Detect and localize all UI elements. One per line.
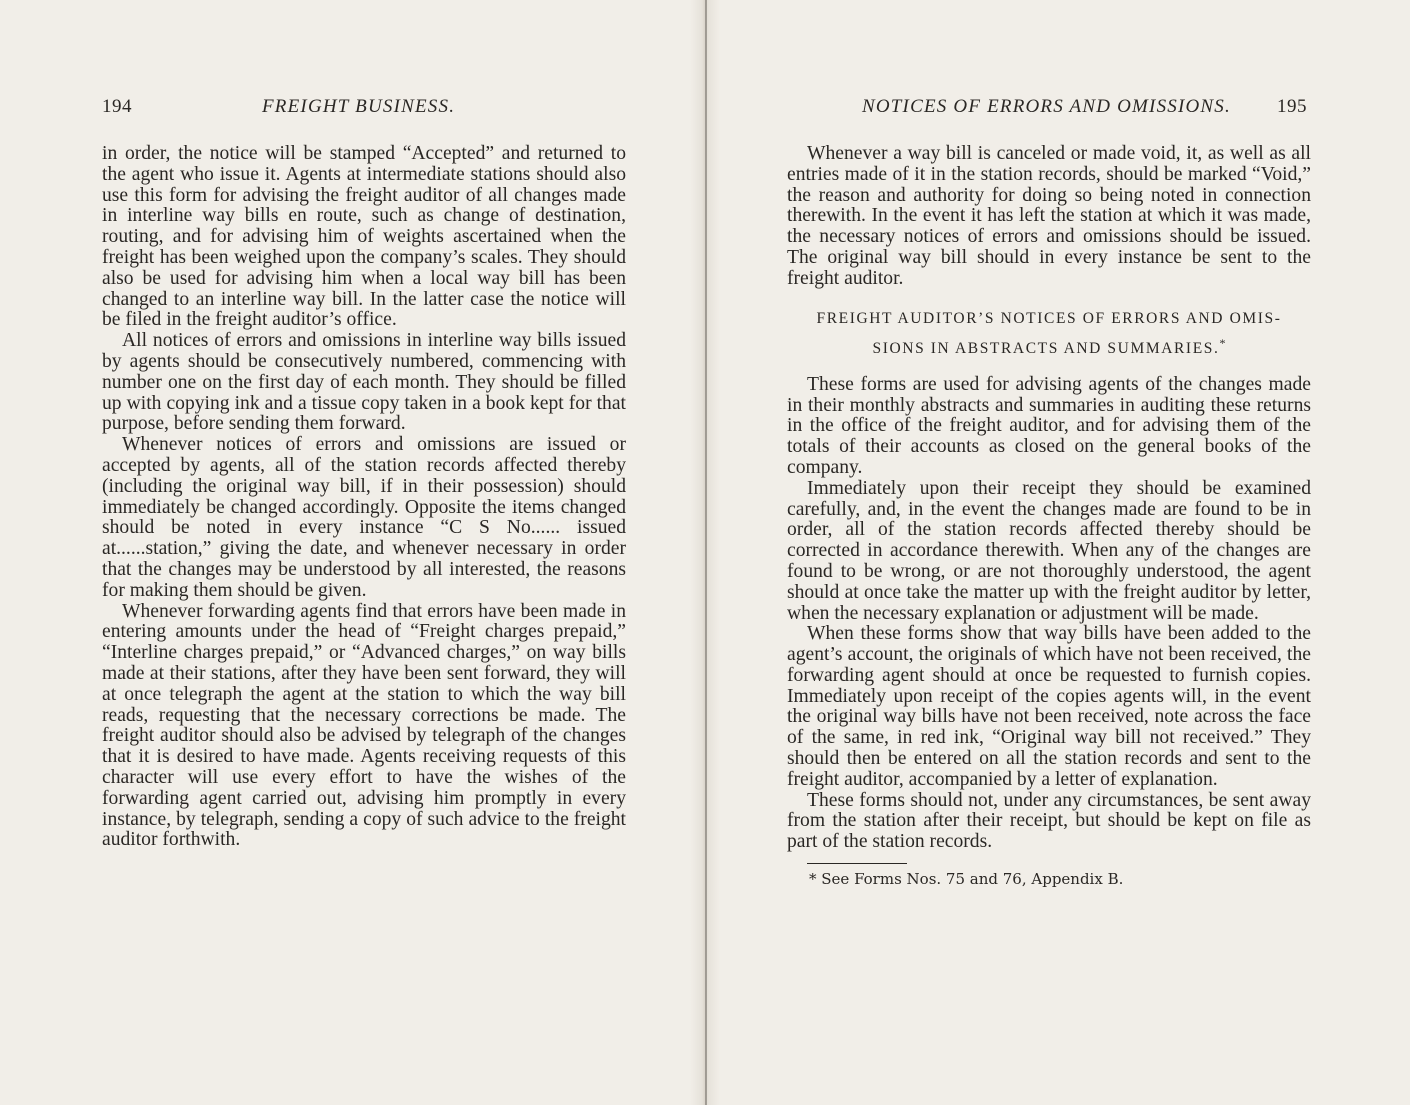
right-paragraph-3: When these forms show that way bills have been added to the agent’s account, the originals of which have not been received, the forwarding agent should at once be requested to furnish copies. Immediately upon receipt of the copies agents will, in the event the original way bills have not been received, note across the face of the same, in red ink, “Original way bill not received.” They should then be entered on all the station records and sent to the freight auditor, accompanied by a letter of explanation.: [787, 623, 1311, 790]
left-paragraph-3: Whenever notices of errors and omissions are issued or accepted by agents, all of the station records affected thereby (including the original way bill, if in their possession) should immediately be changed accordingly. Opposite the items changed should be noted in every instance “C S No...... issued at......station,” giving the date, and whenever necessary in order that the changes may be understood by all interested, the reasons for making them should be given.: [102, 434, 626, 601]
right-paragraph-1: These forms are used for advising agents of the changes made in their monthly abstracts and summaries in auditing these returns in the office of the freight auditor, and for advising them of the totals of their accounts as closed on the general books of the company.: [787, 373, 1311, 478]
section-heading-line-2-text: SIONS IN ABSTRACTS AND SUMMARIES.: [872, 339, 1220, 357]
right-paragraph-2: Immediately upon their receipt they should be examined carefully, and, in the event the changes made are found to be in order, all of the station records affected thereby should be corrected in accordance therewith. When any of the changes are found to be wrong, or are not thoroughly understood, the agent should at once take the matter up with the freight auditor by letter, when the necessary explanation or adjustment will be made.: [787, 477, 1311, 624]
footnote: * See Forms Nos. 75 and 76, Appendix B.: [809, 870, 1124, 889]
section-heading: [787, 306, 1311, 361]
left-page-title: FREIGHT BUSINESS.: [262, 96, 456, 117]
right-intro-paragraph: Whenever a way bill is canceled or made void, it, as well as all entries made of it in the station records, should be marked “Void,” the reason and authority for doing so being noted in connection therewith. In the event it has left the station at which it was made, the necessary notices of errors and omissions should be issued. The original way bill should in every instance be sent to the freight auditor.: [787, 143, 1311, 289]
left-paragraph-2: All notices of errors and omissions in interline way bills issued by agents should be consecutively numbered, commencing with number one on the first day of each month. They should be filled up with copying ink and a tissue copy taken in a book kept for that purpose, before sending them forward.: [102, 330, 626, 435]
right-running-head: [1277, 96, 1307, 118]
left-paragraph-4: Whenever forwarding agents find that errors have been made in entering amounts under the head of “Freight charges prepaid,” “Interline charges prepaid,” or “Advanced charges,” on way bills made at their stations, after they have been sent forward, they will at once telegraph the agent at the station to which the way bill reads, requesting that the necessary corrections be made. The freight auditor should also be advised by telegraph of the changes that it is desired to have made. Agents receiving requests of this character will use every effort to have the wishes of the forwarding agent carried out, advising him promptly in every instance, by telegraph, sending a copy of such advice to the freight auditor forthwith.: [102, 600, 626, 851]
left-page-number: 194: [102, 96, 132, 117]
right-page: [707, 0, 1410, 1105]
footnote-marker: *: [1219, 335, 1226, 350]
section-heading-line-2: [787, 331, 1311, 361]
left-body-text: [102, 144, 626, 851]
footnote-rule: [807, 863, 907, 864]
left-paragraph-1: in order, the notice will be stamped “Accepted” and returned to the agent who issue it. Agents at intermediate stations should also use this form for advising the freight auditor of all changes made in interline way bills en route, such as change of destination, routing, and for advising him of weights ascertained when the freight has been weighed upon the company’s scales. They should also be used for advising him when a local way bill has been changed to an interline way bill. In the latter case the notice will be filed in the freight auditor’s office.: [102, 143, 626, 331]
left-head-title-wrap: [262, 96, 455, 118]
section-heading-line-1: FREIGHT AUDITOR’S NOTICES OF ERRORS AND OMIS-: [816, 309, 1282, 327]
left-running-head: [102, 96, 132, 118]
right-page-title: NOTICES OF ERRORS AND OMISSIONS.: [862, 96, 1231, 117]
right-paragraph-4: These forms should not, under any circumstances, be sent away from the station after their receipt, but should be kept on file as part of the station records.: [787, 789, 1311, 853]
right-body-text: [787, 144, 1311, 888]
right-head-title-wrap: [862, 96, 1231, 118]
right-page-number: 195: [1277, 96, 1307, 117]
